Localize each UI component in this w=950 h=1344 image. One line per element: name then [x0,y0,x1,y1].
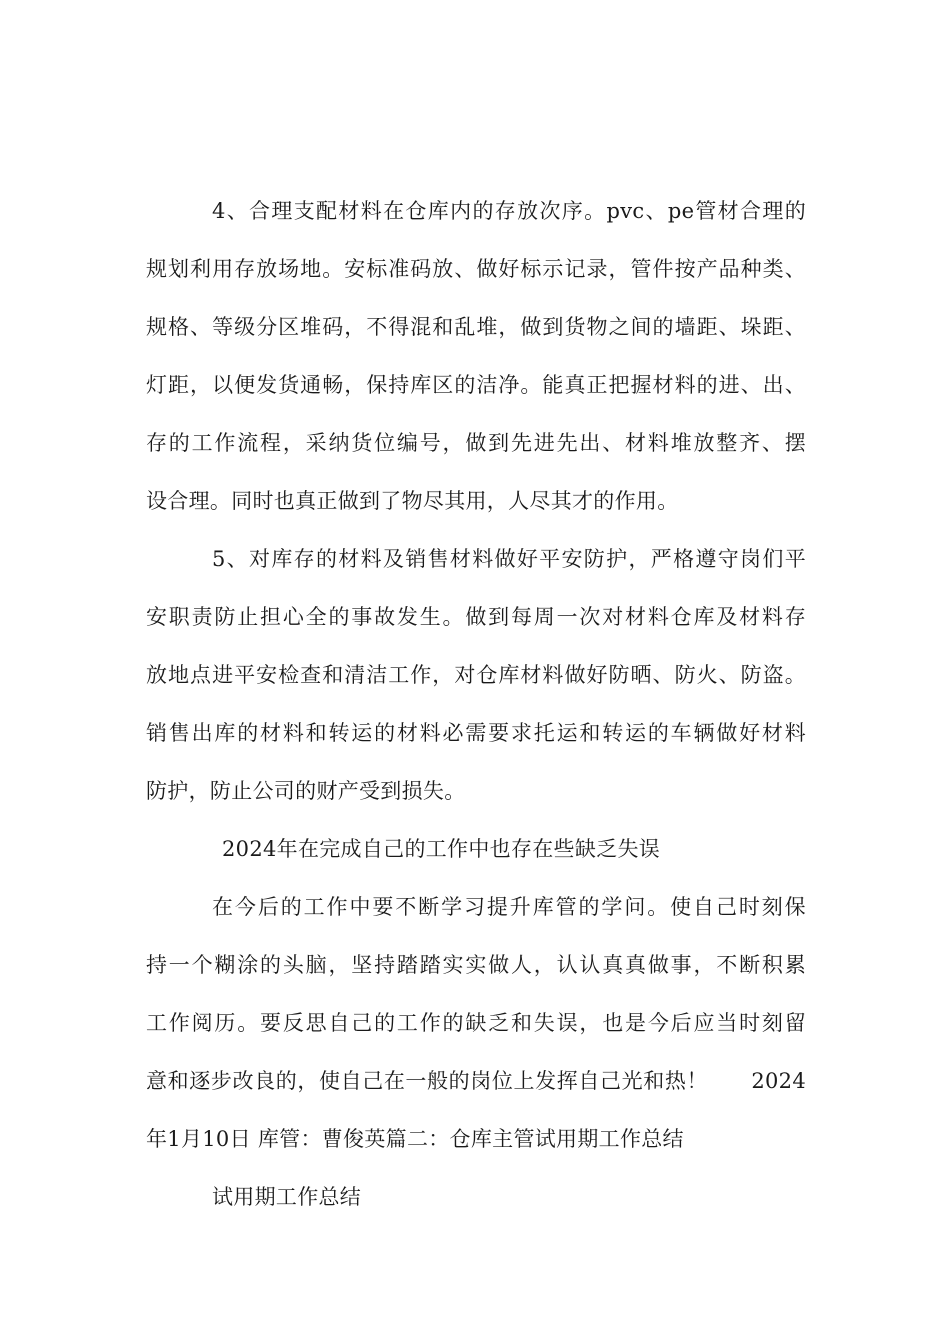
paragraph-4-line-5: 存的工作流程，采纳货位编号，做到先进先出、材料堆放整齐、摆 [146,431,806,455]
paragraph-4-line-4: 灯距，以便发货通畅，保持库区的洁净。能真正把握材料的进、出、 [146,373,806,397]
paragraph-4-line-6: 设合理。同时也真正做到了物尽其用，人尽其才的作用。 [146,489,679,513]
paragraph-6-line-2: 持一个糊涂的头脑，坚持踏踏实实做人，认认真真做事，不断积累 [146,953,806,977]
paragraph-5-line-5: 防护，防止公司的财产受到损失。 [146,779,466,803]
paragraph-4-line-2: 规划利用存放场地。安标准码放、做好标示记录，管件按产品种类、 [146,257,806,281]
paragraph-6-line-4: 意和逐步改良的，使自己在一般的岗位上发挥自己光和热！ 2024 [146,1069,806,1093]
paragraph-5-line-1: 5、对库存的材料及销售材料做好平安防护，严格遵守岗们平 [212,547,806,571]
paragraph-5-line-2: 安职责防止担心全的事故发生。做到每周一次对材料仓库及材料存 [146,605,806,629]
closing-title: 试用期工作总结 [212,1185,362,1209]
paragraph-6-line-3: 工作阅历。要反思自己的工作的缺乏和失误，也是今后应当时刻留 [146,1011,806,1035]
paragraph-6-line-1: 在今后的工作中要不断学习提升库管的学问。使自己时刻保 [212,895,806,919]
paragraph-4-line-3: 规格、等级分区堆码，不得混和乱堆，做到货物之间的墙距、垛距、 [146,315,806,339]
paragraph-5-line-3: 放地点进平安检查和清洁工作，对仓库材料做好防晒、防火、防盗。 [146,663,806,687]
paragraph-4-line-1: 4、合理支配材料在仓库内的存放次序。pvc、pe管材合理的 [212,199,806,223]
section-heading: 2024年在完成自己的工作中也存在些缺乏失误 [222,837,661,861]
paragraph-5-line-4: 销售出库的材料和转运的材料必需要求托运和转运的车辆做好材料 [146,721,806,745]
paragraph-6-line-5: 年1月10日 库管：曹俊英篇二：仓库主管试用期工作总结 [146,1127,684,1151]
